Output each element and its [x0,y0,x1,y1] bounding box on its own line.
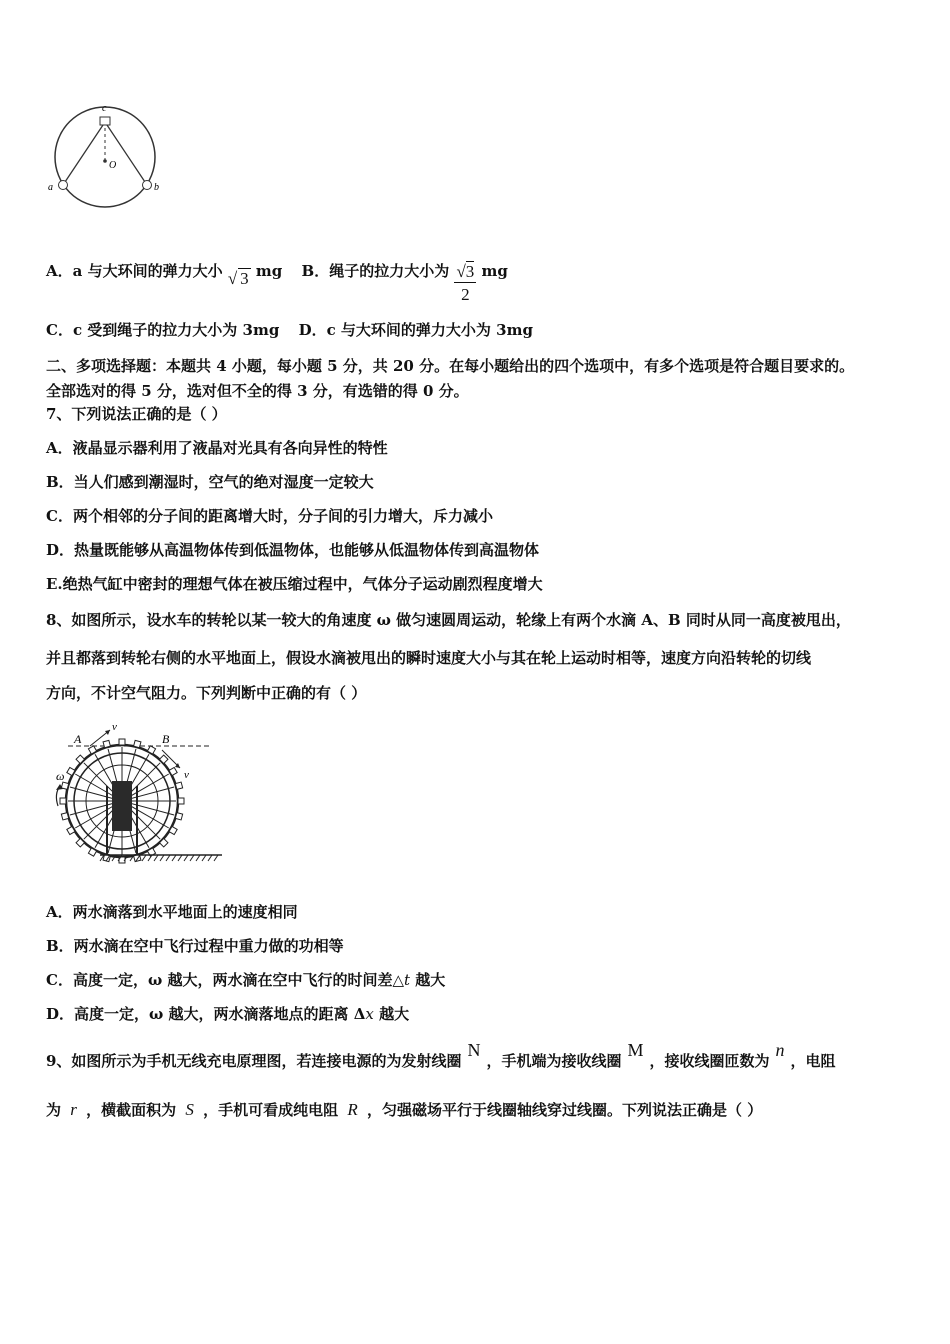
ground-hatch-stroke [172,855,176,861]
symbol-R: R [347,1100,358,1119]
q8-option-b: B．两水滴在空中飞行过程中重力做的功相等 [46,937,344,955]
q8-stem-line2: 并且都落到转轮右侧的水平地面上，假设水滴被甩出的瞬时速度大小与其在轮上运动时相等，速度方向沿转轮的切线 [46,649,812,667]
q9-stem-line1: 9、如图所示为手机无线充电原理图，若连接电源的为发射线圈N，手机端为接收线圈M，接收线圈匝数为n，电阻 [46,1040,836,1070]
wheel-paddle [119,739,125,745]
ground-hatch-stroke [154,855,158,861]
ground-hatch-stroke [214,855,218,861]
q6-option-b: B．绳子的拉力大小为 $\frac{√3}{2}$ mg [301,261,508,304]
section2-line1: 二、多项选择题：本题共 4 小题，每小题 5 分，共 20 分。在每小题给出的四个选项中，有多个选项是符合题目要求的。 [46,357,855,375]
label-b: b [154,182,159,193]
wheel-paddle [103,740,110,747]
q8-stem-line3: 方向，不计空气阻力。下列判断中正确的有（ ） [46,684,367,702]
label-omega: ω [56,769,65,783]
q7-option-b: B．当人们感到潮湿时，空气的绝对湿度一定较大 [46,473,374,491]
symbol-n: n [775,1040,785,1060]
label-b: B [162,732,170,746]
sqrt-3: √ 3 [227,268,249,288]
q9-stem-line2: 为 r ，横截面积为 S ，手机可看成纯电阻 R ，匀强磁场平行于线圈轴线穿过线圈。下列说法正确是（ ） [46,1100,763,1119]
q7-option-d: D．热量既能够从高温物体传到低温物体，也能够从低温物体传到高温物体 [46,541,540,559]
label-v1: v [112,721,117,733]
q7-stem: 7、下列说法正确的是（ ） [46,405,227,423]
bead-c [100,117,110,125]
ground-hatch-stroke [190,855,194,861]
ground-hatch-stroke [178,855,182,861]
symbol-M: M [627,1040,644,1060]
q6-option-a: A．a 与大环间的弹力大小 √ 3 mg [46,261,283,288]
velocity-arrowhead-a [105,730,110,735]
ground-hatch-stroke [202,855,206,861]
ground-hatch-stroke [160,855,164,861]
wheel-paddle [175,813,182,820]
q7-option-c: C．两个相邻的分子间的距离增大时，分子间的引力增大，斥力减小 [46,507,493,525]
symbol-S: S [185,1100,194,1119]
section2-line2: 全部选对的得 5 分，选对但不全的得 3 分，有选错的得 0 分。 [46,382,469,400]
q6-option-c: C．c 受到绳子的拉力大小为 3mg [46,321,280,339]
ground-hatch-stroke [208,855,212,861]
bead-a [59,181,68,190]
wheel-paddle [60,798,66,804]
center-dot [103,159,107,163]
label-c: c [102,103,107,114]
q8-stem-line1: 8、如图所示，设水车的转轮以某一较大的角速度 ω 做匀速圆周运动，轮缘上有两个水滴 A、B 同时从同一高度被甩出， [46,611,851,629]
q6-options-cd [46,320,533,340]
bead-b [143,181,152,190]
wheel-paddle [134,740,141,747]
label-a: A [74,732,82,746]
label-v2: v [184,769,189,781]
ground-hatch-stroke [142,855,146,861]
q8-option-a: A．两水滴落到水平地面上的速度相同 [46,903,298,921]
fraction-sqrt3-over-2: $\frac{√3}{2}$ [456,262,475,304]
water-wheel-figure [50,716,230,866]
label-o: O [109,160,117,171]
rope-right [105,122,147,185]
q6-option-d: D．c 与大环间的弹力大小为 3mg [298,321,533,339]
q7-option-e: E.绝热气缸中密封的理想气体在被压缩过程中，气体分子运动剧烈程度增大 [46,575,543,593]
symbol-r: r [70,1100,77,1119]
q8-option-d: D．高度一定，ω 越大，两水滴落地点的距离 Δx 越大 [46,1005,410,1023]
wheel-paddle [178,798,184,804]
ring-figure [44,98,174,218]
q8-option-c: C．高度一定，ω 越大，两水滴在空中飞行的时间差△t 越大 [46,971,446,989]
wheel-paddle [61,813,68,820]
label-a: a [48,182,53,193]
ground-hatch-stroke [196,855,200,861]
wheel-paddle [175,782,182,789]
rope-left [63,122,105,185]
q7-option-a: A．液晶显示器利用了液晶对光具有各向异性的特性 [46,439,388,457]
symbol-N: N [467,1040,481,1060]
ground-hatch-stroke [166,855,170,861]
ground-hatch-stroke [184,855,188,861]
q6-options-ab [46,250,508,304]
wheel-hub [112,781,132,831]
